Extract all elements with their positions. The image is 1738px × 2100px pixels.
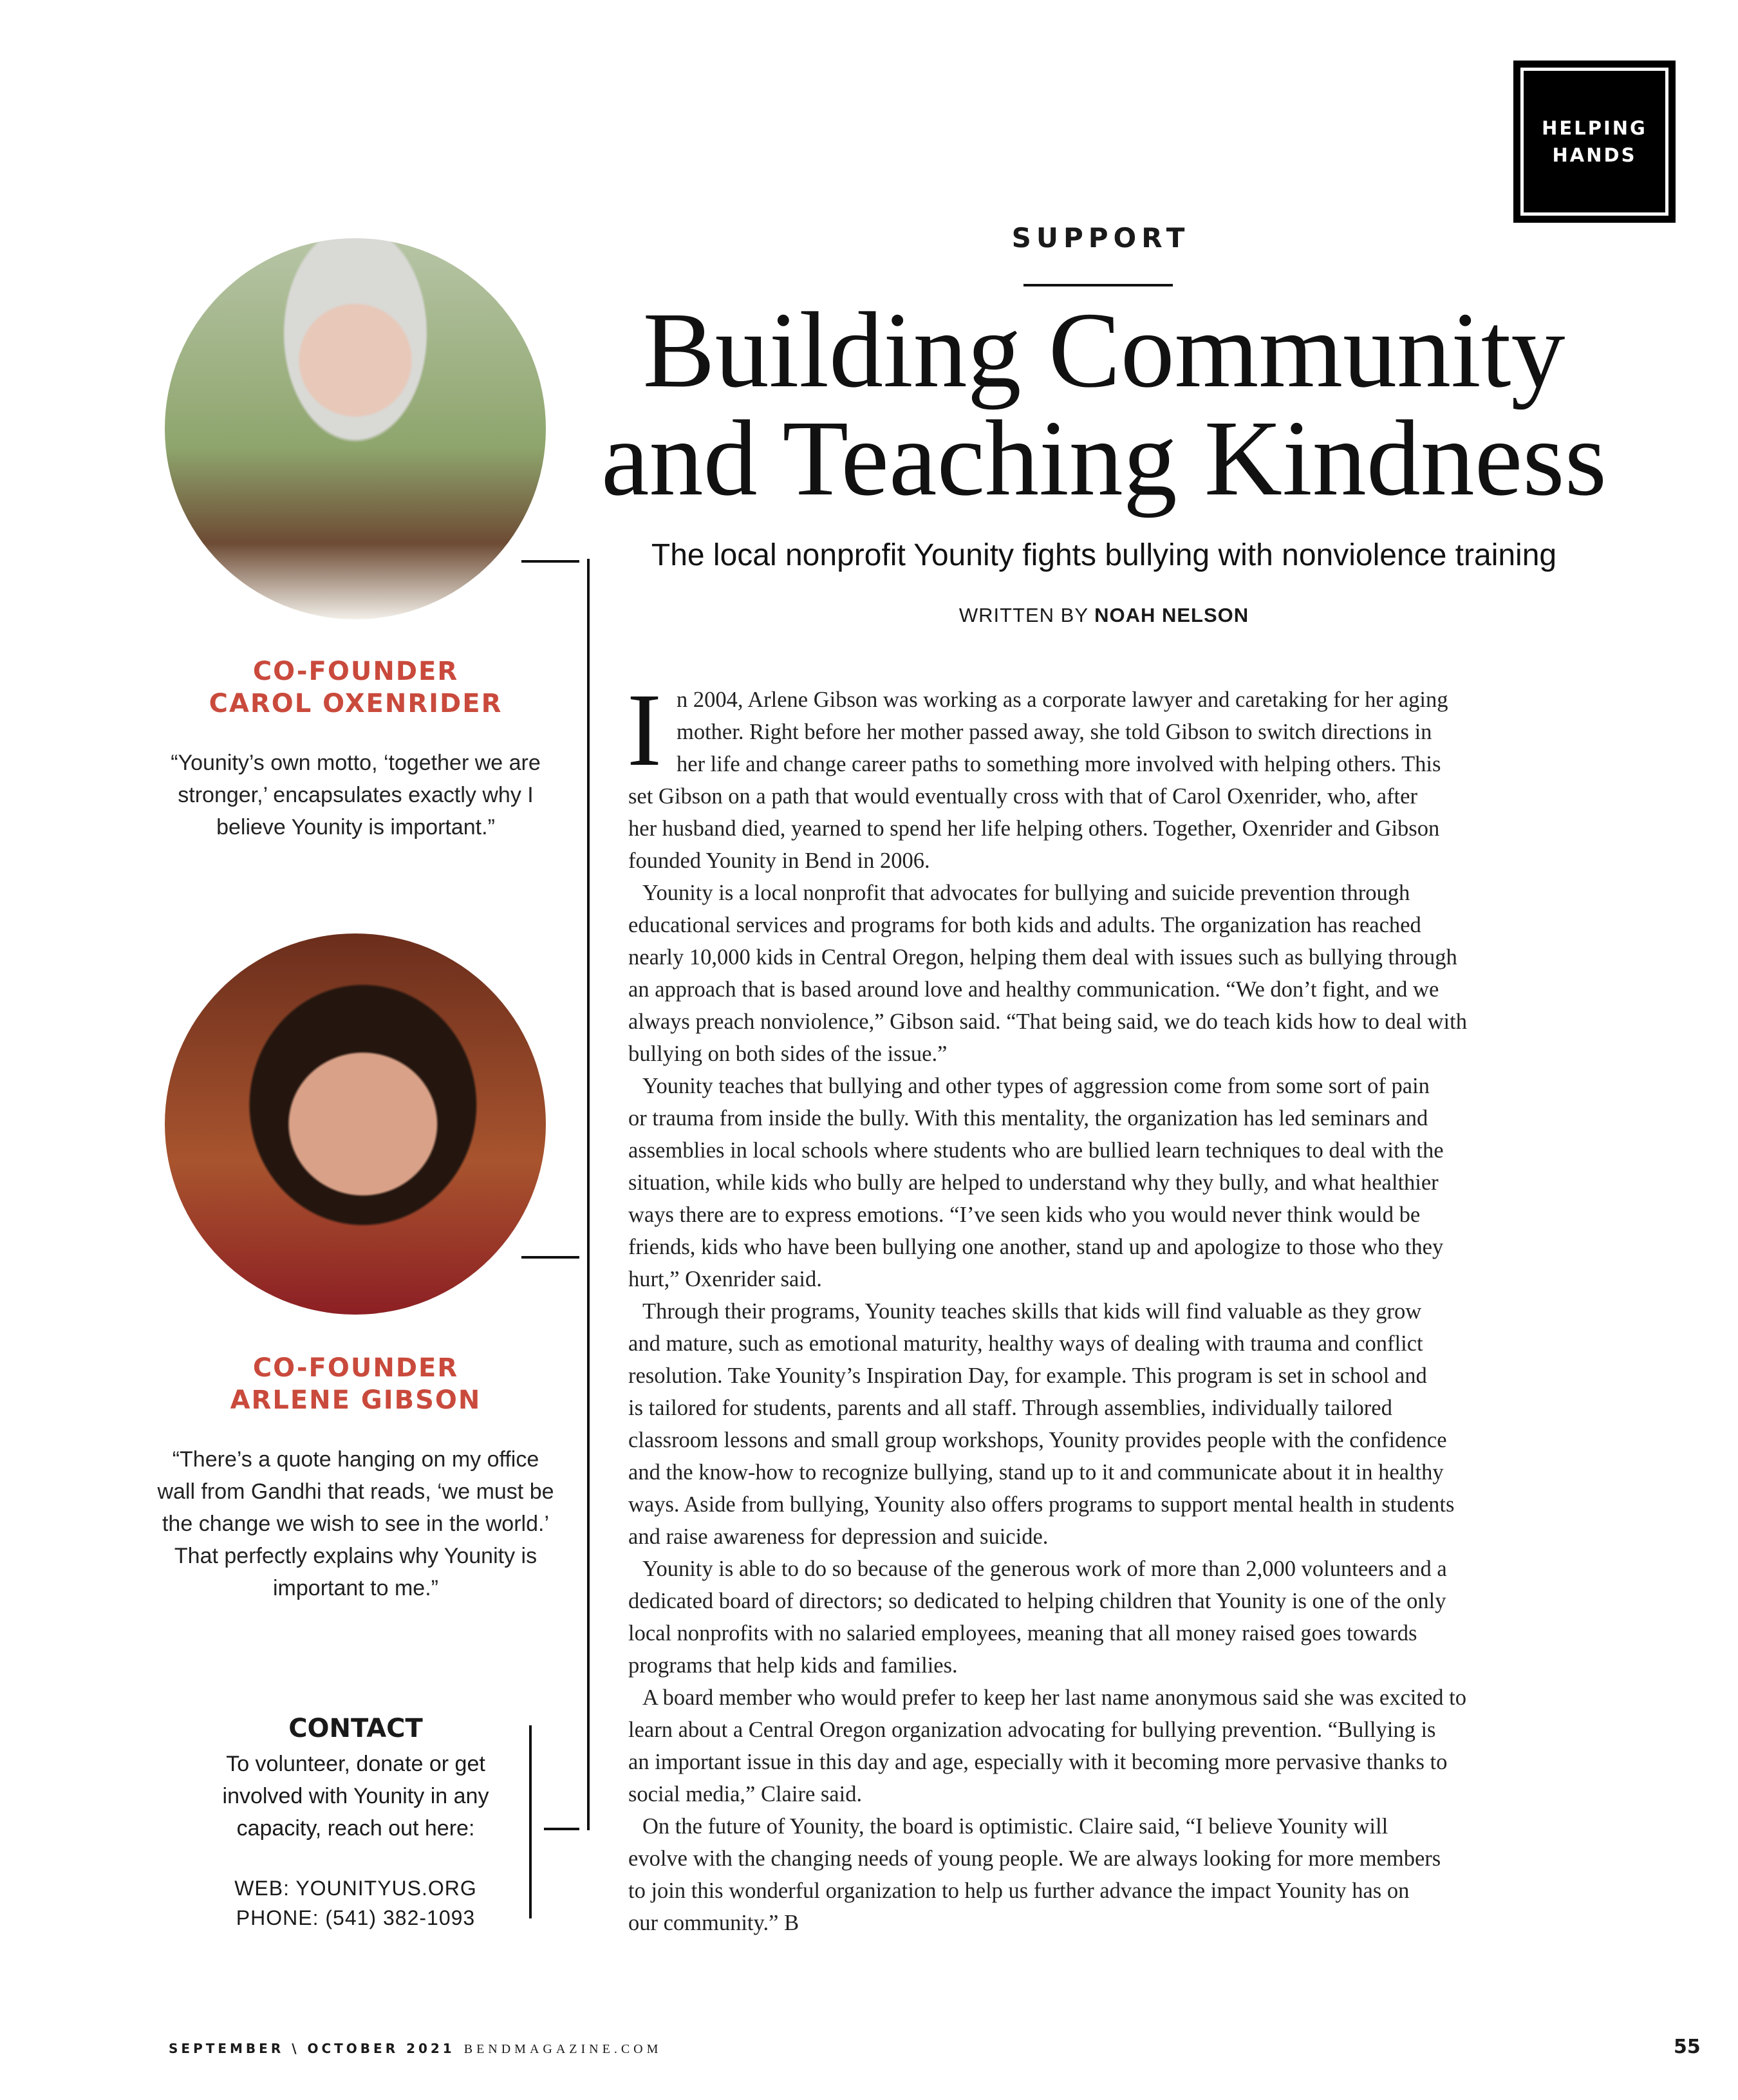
article-line: friends, kids who have been bullying one another, stand up and apologize to those who they: [628, 1235, 1444, 1259]
title-line: Building Community: [642, 290, 1565, 410]
divider: [1023, 284, 1173, 286]
article-line: learn about a Central Oregon organization advocating for bullying prevention. “Bullying is: [628, 1718, 1436, 1742]
profile-name: ARLENE GIBSON: [230, 1385, 481, 1415]
quote-line: wall from Gandhi that reads, ‘we must be: [157, 1479, 554, 1504]
profile-role: CO-FOUNDER: [252, 657, 459, 686]
quote-line: important to me.”: [273, 1576, 438, 1600]
article-line: an important issue in this day and age, especially with it becoming more pervasive thanks to: [628, 1750, 1448, 1774]
section-label: SUPPORT: [1011, 222, 1190, 254]
article-line: evolve with the changing needs of young people. We are always looking for more members: [628, 1846, 1441, 1871]
article-line: ways there are to express emotions. “I’ve seen kids who you would never think would be: [628, 1203, 1421, 1227]
byline-author: NOAH NELSON: [1094, 604, 1249, 626]
badge-line: HANDS: [1552, 144, 1637, 166]
article-line: and mature, such as emotional maturity, healthy ways of dealing with trauma and conflict: [628, 1331, 1423, 1356]
article-line: Through their programs, Younity teaches skills that kids will find valuable as they grow: [642, 1299, 1422, 1324]
quote-line: That perfectly explains why Younity is: [174, 1544, 537, 1568]
connector-line: [521, 560, 579, 563]
article-line: her life and change career paths to something more involved with helping others. This: [677, 752, 1441, 776]
article-line: educational services and programs for both kids and adults. The organization has reached: [628, 913, 1421, 937]
quote-line: believe Younity is important.”: [216, 815, 495, 839]
article-line: set Gibson on a path that would eventually cross with that of Carol Oxenrider, who, after: [628, 784, 1417, 809]
contact-web-link[interactable]: WEB: YOUNITYUS.ORG: [234, 1877, 477, 1900]
contact-phone[interactable]: PHONE: (541) 382-1093: [236, 1906, 476, 1929]
article-line: to join this wonderful organization to help us further advance the impact Younity has on: [628, 1879, 1410, 1903]
connector-line: [529, 1725, 532, 1918]
article-line: A board member who would prefer to keep her last name anonymous said she was excited to: [642, 1685, 1466, 1710]
profile-quote: [142, 747, 570, 843]
quote-line: “Younity’s own motto, ‘together we are: [171, 751, 541, 775]
article-line: and raise awareness for depression and suicide.: [628, 1524, 1049, 1549]
article-line: Younity teaches that bullying and other types of aggression come from some sort of pain: [642, 1074, 1430, 1098]
quote-line: stronger,’ encapsulates exactly why I: [178, 783, 534, 807]
connector-line: [587, 559, 590, 1830]
article-line: hurt,” Oxenrider said.: [628, 1267, 822, 1291]
profile-role: CO-FOUNDER: [252, 1353, 459, 1383]
article-line: situation, while kids who bully are helped to understand why they bully, and what healthier: [628, 1170, 1439, 1195]
article-subtitle: The local nonprofit Younity fights bullying with nonviolence training: [651, 538, 1557, 572]
contact-text: [161, 1748, 550, 1844]
quote-line: the change we wish to see in the world.’: [162, 1512, 549, 1536]
contact-heading: CONTACT: [288, 1714, 423, 1743]
article-line: resolution. Take Younity’s Inspiration Day, for example. This program is set in school and: [628, 1364, 1427, 1388]
profile-name: CAROL OXENRIDER: [209, 689, 503, 718]
badge-line: HELPING: [1542, 117, 1647, 139]
portrait-carol-oxenrider: [165, 238, 546, 619]
portrait-arlene-gibson: [165, 933, 546, 1315]
article-line: n 2004, Arlene Gibson was working as a corporate lawyer and caretaking for her aging: [677, 688, 1448, 712]
footer: [169, 2041, 662, 2057]
article-line: or trauma from inside the bully. With this mentality, the organization has led seminars and: [628, 1106, 1428, 1130]
article-line: mother. Right before her mother passed away, she told Gibson to switch directions in: [677, 720, 1432, 744]
article-line: social media,” Claire said.: [628, 1782, 863, 1806]
article-line: founded Younity in Bend in 2006.: [628, 848, 930, 873]
contact-line: involved with Younity in any: [222, 1784, 489, 1808]
article-line: and the know-how to recognize bullying, stand up to it and communicate about it in healthy: [628, 1460, 1444, 1485]
article-line: nearly 10,000 kids in Central Oregon, helping them deal with issues such as bullying through: [628, 945, 1457, 970]
article-line: dedicated board of directors; so dedicated to helping children that Younity is one of the only: [628, 1589, 1446, 1613]
title-line: and Teaching Kindness: [601, 398, 1607, 518]
byline: [579, 604, 1629, 627]
profile-label: [129, 655, 583, 720]
drop-cap: I: [627, 673, 662, 788]
profile-quote: [142, 1443, 570, 1604]
article-line: an approach that is based around love and healthy communication. “We don’t fight, and we: [628, 977, 1439, 1002]
article-line: Younity is able to do so because of the generous work of more than 2,000 volunteers and a: [642, 1557, 1447, 1581]
article-line: local nonprofits with no salaried employees, meaning that all money raised goes towards: [628, 1621, 1417, 1645]
quote-line: “There’s a quote hanging on my office: [172, 1447, 539, 1472]
article-line: bullying on both sides of the issue.”: [628, 1042, 948, 1066]
article-line: Younity is a local nonprofit that advocates for bullying and suicide prevention through: [642, 881, 1410, 905]
article-line: ways. Aside from bullying, Younity also offers programs to support mental health in students: [628, 1492, 1455, 1517]
connector-line: [544, 1828, 579, 1830]
article-line: our community.” B: [628, 1911, 799, 1935]
footer-issue: SEPTEMBER \ OCTOBER 2021: [169, 2041, 455, 2056]
article-line: always preach nonviolence,” Gibson said. “That being said, we do teach kids how to deal with: [628, 1009, 1467, 1034]
page-number: 55: [1674, 2036, 1701, 2058]
article-line: classroom lessons and small group workshops, Younity provides people with the confidence: [628, 1428, 1447, 1452]
contact-info: [161, 1873, 550, 1933]
article-line: assemblies in local schools where students who are bullied learn techniques to deal with the: [628, 1138, 1444, 1163]
profile-label: [129, 1352, 583, 1416]
contact-line: To volunteer, donate or get: [226, 1752, 485, 1776]
connector-line: [521, 1256, 579, 1259]
article-line: her husband died, yearned to spend her life helping others. Together, Oxenrider and Gibson: [628, 816, 1440, 841]
article-line: On the future of Younity, the board is optimistic. Claire said, “I believe Younity will: [642, 1814, 1388, 1839]
byline-prefix: WRITTEN BY: [958, 604, 1089, 626]
section-badge: [1513, 61, 1676, 223]
article-title: [579, 290, 1629, 518]
footer-site: BENDMAGAZINE.COM: [463, 2042, 662, 2056]
contact-line: capacity, reach out here:: [236, 1816, 475, 1841]
article-line: programs that help kids and families.: [628, 1653, 958, 1678]
article-line: is tailored for students, parents and all staff. Through assemblies, individually tailored: [628, 1396, 1392, 1420]
article-body: [627, 673, 1581, 1939]
